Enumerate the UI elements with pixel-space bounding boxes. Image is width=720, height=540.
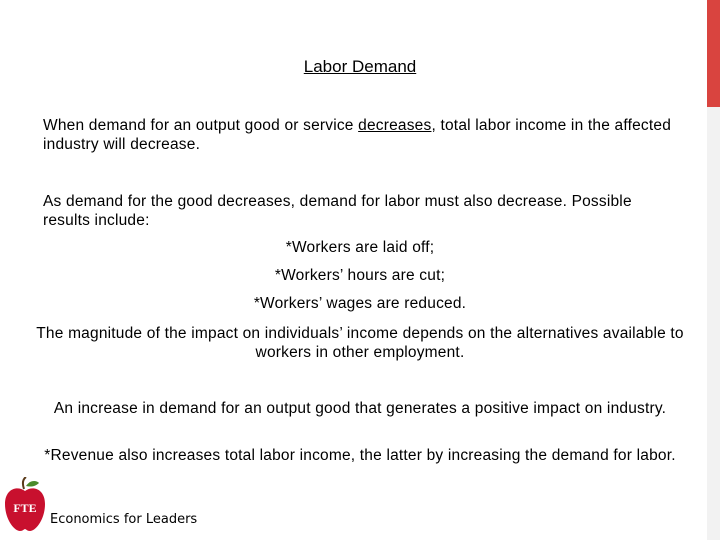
paragraph-impact-magnitude: The magnitude of the impact on individuals’ income depends on the alternatives available to workers in other employment. [36, 325, 684, 361]
paragraph-labor-demand: As demand for the good decreases, demand for labor must also decrease. Possible results include: [43, 193, 632, 229]
decreases-emphasis: decreases [358, 117, 432, 134]
result-item-wages-reduced: *Workers’ wages are reduced. [253, 295, 467, 312]
paragraph-demand-increase: An increase in demand for an output good that generates a positive impact on industry. [53, 400, 667, 417]
logo-text: FTE [13, 501, 37, 515]
paragraph-decrease-before: When demand for an output good or service [43, 117, 359, 134]
result-item-hours-cut: *Workers’ hours are cut; [274, 267, 446, 284]
result-item-laid-off: *Workers are laid off; [285, 239, 435, 256]
footer-label: Economics for Leaders [50, 512, 198, 527]
fte-apple-logo-icon [3, 477, 47, 533]
paragraph-decrease-after: , total labor income in the affected industry will decrease. [43, 117, 672, 153]
paragraph-revenue: *Revenue also increases total labor income, the latter by increasing the demand for labor. [44, 447, 676, 464]
right-edge-accent [707, 0, 720, 107]
paragraph-decrease [43, 116, 683, 154]
slide-title: Labor Demand [303, 57, 417, 76]
